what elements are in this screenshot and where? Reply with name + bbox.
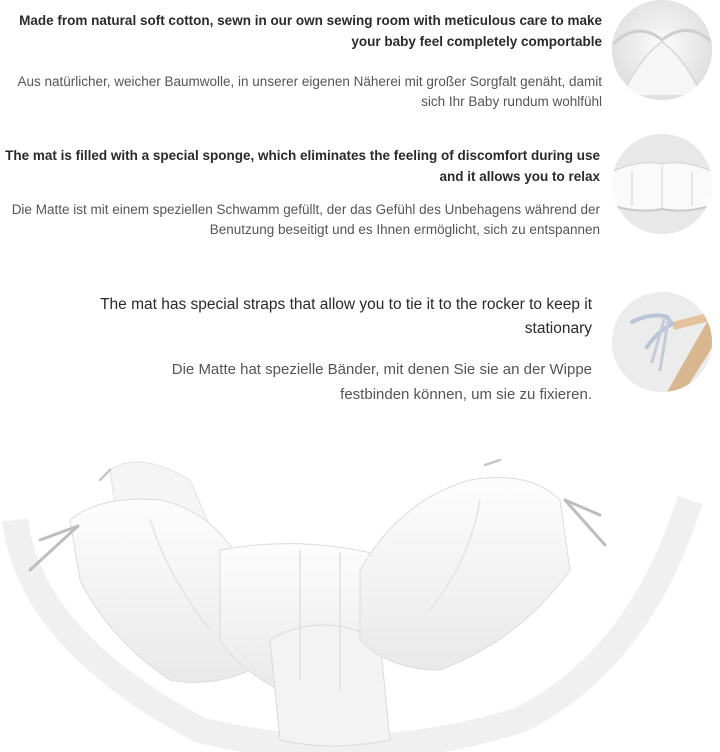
feature-cotton-german: Aus natürlicher, weicher Baumwolle, in unserer eigenen Näherei mit großer Sorgfalt genäht, damit sich Ihr Baby rundum wohlfühl — [17, 74, 602, 109]
cotton-fabric-closeup-icon — [612, 0, 712, 100]
feature-sponge-german: Die Matte ist mit einem speziellen Schwamm gefüllt, der das Gefühl des Unbehagens während der Benutzung beseitigt und es Ihnen ermöglicht, sich zu entspannen — [11, 202, 600, 237]
strap-tie-closeup-icon — [612, 292, 712, 392]
sponge-mat-closeup-icon — [612, 134, 712, 234]
feature-sponge-english: The mat is filled with a special sponge, which eliminates the feeling of discomfort during use and it allows you to relax — [5, 148, 600, 184]
feature-straps-german: Die Matte hat spezielle Bänder, mit denen Sie sie an der Wippe festbinden können, um sie zu fixieren. — [171, 361, 592, 403]
feature-straps-english: The mat has special straps that allow you to tie it to the rocker to keep it stationary — [100, 296, 592, 337]
feature-cotton-english: Made from natural soft cotton, sewn in our own sewing room with meticulous care to make your baby feel completely comportable — [19, 13, 602, 49]
rocker-mat-cushion-image — [0, 440, 720, 752]
feature-cotton — [10, 10, 602, 112]
feature-sponge — [5, 145, 600, 240]
feature-straps — [100, 293, 592, 407]
